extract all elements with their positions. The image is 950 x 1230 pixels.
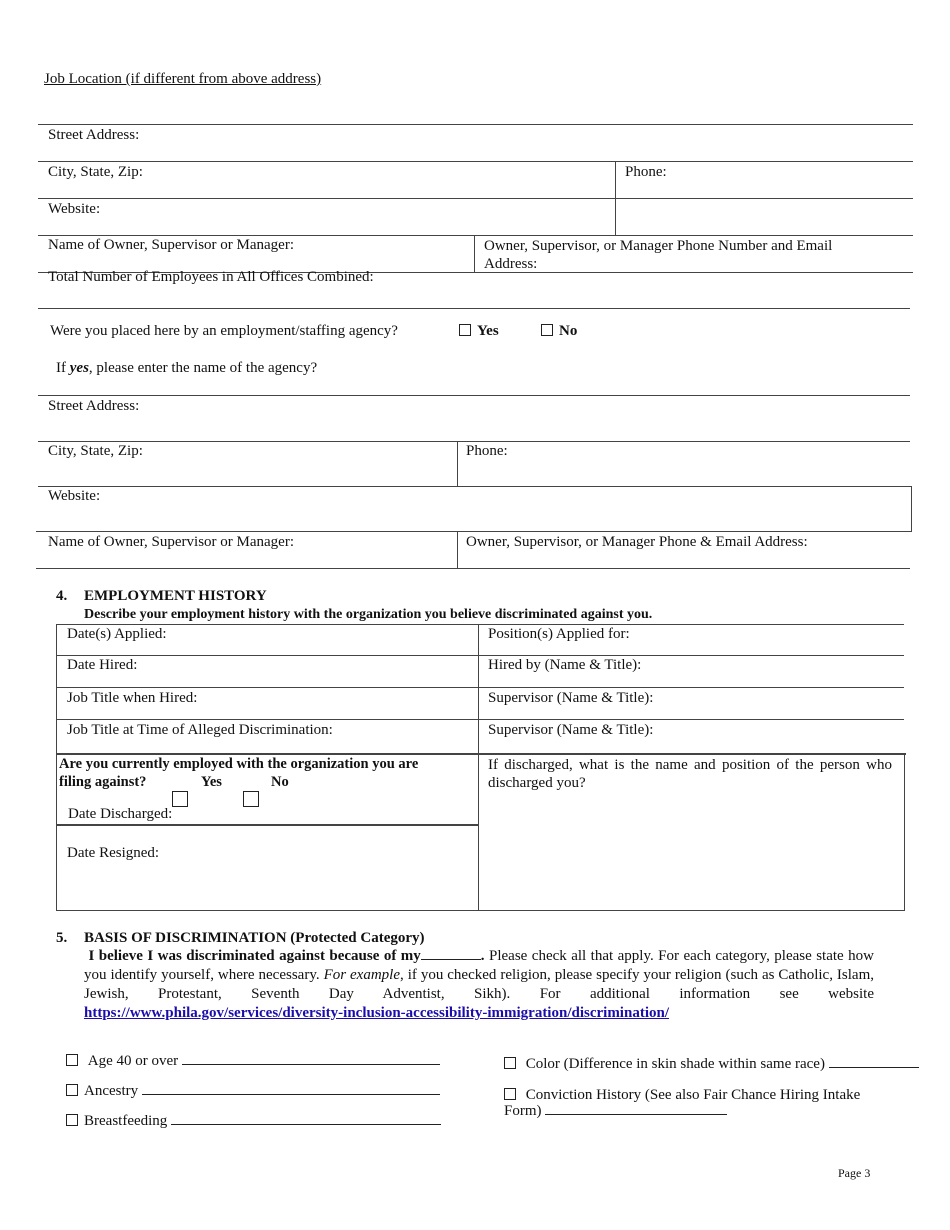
agency-owner-contact-label: Owner, Supervisor, or Manager Phone & Email Address: bbox=[466, 534, 808, 550]
divider bbox=[38, 124, 913, 125]
divider bbox=[474, 235, 475, 272]
job-location-heading: Job Location (if different from above address) bbox=[44, 71, 322, 87]
agency-city-label: City, State, Zip: bbox=[48, 443, 143, 459]
divider bbox=[38, 235, 913, 236]
blank-line bbox=[421, 947, 481, 960]
section5-number: 5. bbox=[56, 930, 68, 946]
divider bbox=[56, 687, 904, 688]
job-street-label: Street Address: bbox=[48, 127, 140, 143]
divider bbox=[36, 531, 912, 532]
job-owner-label: Name of Owner, Supervisor or Manager: bbox=[48, 237, 294, 253]
category-age[interactable] bbox=[66, 1052, 440, 1070]
divider bbox=[38, 161, 913, 162]
positions-applied-label: Position(s) Applied for: bbox=[488, 626, 630, 642]
divider bbox=[38, 486, 912, 487]
divider bbox=[56, 624, 904, 625]
hired-by-label: Hired by (Name & Title): bbox=[488, 657, 642, 673]
category-age-line[interactable] bbox=[182, 1052, 440, 1065]
section4-number: 4. bbox=[56, 588, 68, 604]
employed-no-checkbox[interactable] bbox=[243, 791, 259, 807]
category-conviction-2[interactable] bbox=[504, 1102, 727, 1120]
divider bbox=[36, 568, 910, 569]
category-ancestry[interactable] bbox=[66, 1082, 440, 1100]
checkbox-icon[interactable] bbox=[66, 1114, 78, 1126]
section4-title: EMPLOYMENT HISTORY bbox=[84, 588, 267, 604]
agency-street-label: Street Address: bbox=[48, 398, 140, 414]
agency-phone-label: Phone: bbox=[466, 443, 508, 459]
agency-no-label: No bbox=[559, 323, 578, 339]
category-color-line[interactable] bbox=[829, 1055, 919, 1068]
dates-applied-label: Date(s) Applied: bbox=[67, 626, 167, 642]
category-ancestry-line[interactable] bbox=[142, 1082, 440, 1095]
divider bbox=[56, 624, 57, 910]
category-breastfeeding[interactable] bbox=[66, 1112, 441, 1130]
job-website-label: Website: bbox=[48, 201, 101, 217]
divider bbox=[911, 486, 912, 531]
employed-no-label: No bbox=[271, 774, 289, 790]
checkbox-icon[interactable] bbox=[66, 1084, 78, 1096]
page-number: Page 3 bbox=[838, 1166, 871, 1180]
divider bbox=[56, 655, 904, 656]
discharged-question: If discharged, what is the name and position of the person who discharged you? bbox=[488, 757, 892, 791]
section5-title: BASIS OF DISCRIMINATION (Protected Category) bbox=[84, 930, 425, 946]
checkbox-icon[interactable] bbox=[66, 1054, 78, 1066]
divider bbox=[38, 395, 910, 396]
divider bbox=[56, 753, 906, 755]
category-age-label: Age 40 or over bbox=[87, 1053, 179, 1069]
job-title-alleged-label: Job Title at Time of Alleged Discrimination: bbox=[67, 722, 333, 738]
date-discharged-label: Date Discharged: bbox=[68, 806, 173, 822]
divider bbox=[56, 824, 478, 826]
category-conviction-label-2: Form) bbox=[504, 1103, 542, 1119]
category-conviction-line[interactable] bbox=[545, 1102, 727, 1115]
checkbox-icon[interactable] bbox=[541, 324, 553, 336]
divider bbox=[904, 753, 905, 910]
agency-owner-label: Name of Owner, Supervisor or Manager: bbox=[48, 534, 294, 550]
divider bbox=[457, 531, 458, 568]
agency-question: Were you placed here by an employment/staffing agency? bbox=[50, 323, 398, 339]
checkbox-icon[interactable] bbox=[459, 324, 471, 336]
supervisor-2-label: Supervisor (Name & Title): bbox=[488, 722, 654, 738]
checkbox-icon[interactable] bbox=[504, 1088, 516, 1100]
agency-no-option[interactable] bbox=[541, 323, 577, 340]
agency-yes-label: Yes bbox=[477, 323, 499, 339]
section5-instructions: I believe I was discriminated against because of my . Please check all that apply. For each category, please state how you identify yourself, where necessary. For example, if you checked religion, please specify your religion (such as Catholic, Islam, Jewish, Protestant, Seventh Day Adventist, Sikh). For additional information see website https://www.phila.gov/services/diversity-inclusion-accessibility-immigration/discrimination/ bbox=[84, 948, 875, 1021]
category-breastfeeding-label: Breastfeeding bbox=[84, 1113, 168, 1129]
employed-yes-checkbox[interactable] bbox=[172, 791, 188, 807]
supervisor-1-label: Supervisor (Name & Title): bbox=[488, 690, 654, 706]
divider bbox=[38, 308, 910, 309]
divider bbox=[38, 198, 913, 199]
divider bbox=[478, 624, 479, 910]
agency-yes-option[interactable] bbox=[459, 323, 499, 340]
currently-employed-question: Are you currently employed with the organization you are bbox=[59, 756, 419, 772]
job-title-hired-label: Job Title when Hired: bbox=[67, 690, 198, 706]
category-color[interactable] bbox=[504, 1055, 919, 1073]
job-city-label: City, State, Zip: bbox=[48, 164, 143, 180]
checkbox-icon[interactable] bbox=[504, 1057, 516, 1069]
divider bbox=[56, 719, 904, 720]
agency-name-prompt: If yes, please enter the name of the agency? bbox=[56, 360, 318, 376]
category-color-label: Color (Difference in skin shade within same race) bbox=[525, 1056, 825, 1072]
employees-label: Total Number of Employees in All Offices Combined: bbox=[48, 269, 374, 285]
discrimination-info-link[interactable]: https://www.phila.gov/services/diversity-inclusion-accessibility-immigration/discrimination/ bbox=[84, 1005, 669, 1021]
divider bbox=[457, 441, 458, 486]
category-breastfeeding-line[interactable] bbox=[171, 1112, 441, 1125]
agency-website-label: Website: bbox=[48, 488, 101, 504]
divider bbox=[38, 441, 910, 442]
job-phone-label: Phone: bbox=[625, 164, 667, 180]
category-conviction-label: Conviction History (See also Fair Chance Hiring Intake bbox=[525, 1087, 861, 1103]
divider bbox=[56, 910, 905, 911]
job-owner-contact-label: Owner, Supervisor, or Manager Phone Number and Email Address: bbox=[484, 238, 833, 272]
currently-employed-question-2: filing against? bbox=[59, 774, 147, 790]
section4-subtitle: Describe your employment history with the organization you believe discriminated against you. bbox=[84, 607, 653, 622]
category-ancestry-label: Ancestry bbox=[84, 1083, 139, 1099]
date-resigned-label: Date Resigned: bbox=[67, 845, 160, 861]
employed-yes-label: Yes bbox=[201, 774, 222, 790]
date-hired-label: Date Hired: bbox=[67, 657, 138, 673]
